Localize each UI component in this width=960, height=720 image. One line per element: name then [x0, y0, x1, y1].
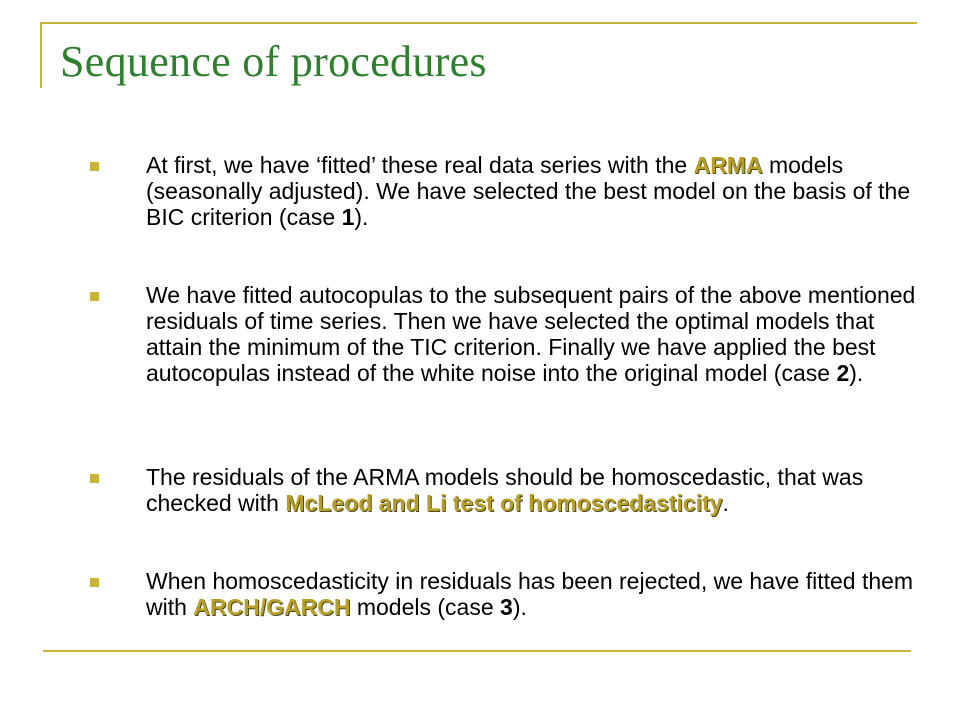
bullet-text: At first, we have ‘fitted’ these real data series with the ARMA models (seasonally adjusted). We have selected the best model on the basis of the BIC criterion (case 1). [146, 152, 911, 230]
square-bullet-icon [90, 162, 99, 171]
square-bullet-icon [90, 578, 99, 587]
bullet-text: The residuals of the ARMA models should be homoscedastic, that was checked with McLeod and Li test of homoscedasticity. [146, 464, 864, 516]
keyword-highlight: McLeod and Li test of homoscedasticity [285, 490, 723, 516]
bullet-text: We have fitted autocopulas to the subsequent pairs of the above mentioned residuals of time series. Then we have selected the optimal models that attain the minimum of the TIC criterion. Finally we have applied the best autocopulas instead of the white noise into the original model (case 2). [146, 282, 916, 386]
bottom-accent-rule [43, 650, 911, 652]
case-number: 2 [836, 360, 850, 386]
square-bullet-icon [90, 474, 99, 483]
case-number: 3 [500, 594, 513, 620]
slide-title: Sequence of procedures [60, 37, 487, 86]
keyword-highlight: ARCH/GARCH [193, 594, 351, 620]
case-number: 1 [341, 204, 355, 230]
square-bullet-icon [90, 292, 99, 301]
bullet-text: When homoscedasticity in residuals has been rejected, we have fitted them with ARCH/GARCH models (case 3). [146, 568, 914, 620]
keyword-highlight: ARMA [693, 152, 763, 178]
